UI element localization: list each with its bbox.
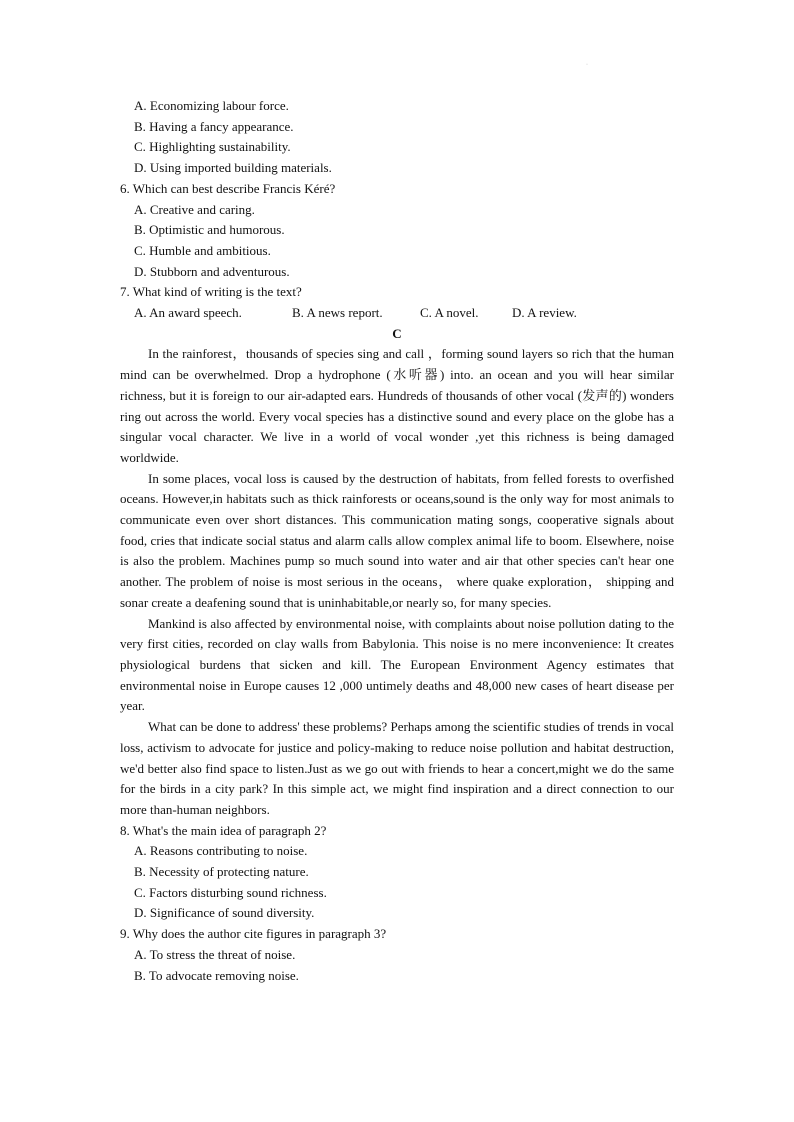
q5-option-b: B. Having a fancy appearance. bbox=[134, 118, 294, 134]
q9-option-b: B. To advocate removing noise. bbox=[134, 967, 299, 983]
q5-option-c: C. Highlighting sustainability. bbox=[134, 139, 291, 155]
q7-option-c: C. A novel. bbox=[420, 305, 479, 321]
q6-option-c: C. Humble and ambitious. bbox=[134, 242, 271, 258]
q8-option-a: A. Reasons contributing to noise. bbox=[134, 843, 308, 859]
q8-option-b: B. Necessity of protecting nature. bbox=[134, 864, 309, 880]
q7-option-a: A. An award speech. bbox=[134, 305, 242, 321]
q7-question: 7. What kind of writing is the text? bbox=[120, 284, 302, 300]
q6-option-a: A. Creative and caring. bbox=[134, 201, 255, 217]
page-content bbox=[120, 96, 674, 986]
passage-paragraph-4: What can be done to address' these problems? Perhaps among the scientific studies of trends in vocal loss, activism to advocate for justice and policy-making to reduce noise pollution and habitat destruction, we'd better also find space to listen.Just as we go out with friends to hear a concert,might we do the same for the birds in a city park? In this simple act, we might find inspiration and a direct connection to our more than-human neighbors. bbox=[120, 719, 674, 817]
q8-option-c: C. Factors disturbing sound richness. bbox=[134, 884, 327, 900]
q6-option-d: D. Stubborn and adventurous. bbox=[134, 263, 290, 279]
q5-option-a: A. Economizing labour force. bbox=[134, 98, 289, 113]
q9-option-a: A. To stress the threat of noise. bbox=[134, 946, 296, 962]
section-heading: C bbox=[392, 325, 402, 341]
passage-paragraph-2: In some places, vocal loss is caused by the destruction of habitats, from felled forests to overfished oceans. However,in habitats such as thick rainforests or oceans,sound is the only way for most animals to communicate even over short distances. This communication mating songs, cooperative signals about food, cries that indicate social status and alarm calls allow complex animal life to boom. Elsewhere, noise is also the problem. Machines pump so much sound into water and air that other species can't hear one another. The problem of noise is most serious in the oceans， where quake exploration， shipping and sonar create a deafening sound that is uninhabitable,or nearly so, for many species. bbox=[120, 470, 674, 610]
q6-option-b: B. Optimistic and humorous. bbox=[134, 222, 285, 238]
q6-question: 6. Which can best describe Francis Kéré? bbox=[120, 180, 336, 196]
q9-question: 9. Why does the author cite figures in paragraph 3? bbox=[120, 926, 387, 942]
q7-options-row bbox=[120, 303, 674, 324]
q8-option-d: D. Significance of sound diversity. bbox=[134, 905, 315, 921]
q5-option-d: D. Using imported building materials. bbox=[134, 160, 332, 176]
passage-paragraph-1: In the rainforest，thousands of species sing and call ，forming sound layers so rich that the human mind can be overwhelmed. Drop a hydrophone (水听器) into. an ocean and you will hear similar richness, but it is foreign to our air-adapted ears. Hundreds of thousands of other vocal (发声的) wonders ring out across the world. Every vocal species has a distinctive sound and every place on the globe has a singular vocal character. We live in a world of vocal wonder ,yet this richness is being damaged worldwide. bbox=[120, 346, 674, 465]
q7-option-d: D. A review. bbox=[512, 305, 577, 321]
corner-mark: · bbox=[586, 62, 588, 68]
q7-option-b: B. A news report. bbox=[292, 305, 383, 321]
passage-paragraph-3: Mankind is also affected by environmental noise, with complaints about noise pollution dating to the very first cities, recorded on clay walls from Babylonia. This noise is no mere inconvenience: It creates physiological burdens that sicken and kill. The European Environment Agency estimates that environmental noise in Europe causes 12 ,000 untimely deaths and 48,000 new cases of heart disease per year. bbox=[120, 615, 674, 714]
q8-question: 8. What's the main idea of paragraph 2? bbox=[120, 822, 327, 838]
